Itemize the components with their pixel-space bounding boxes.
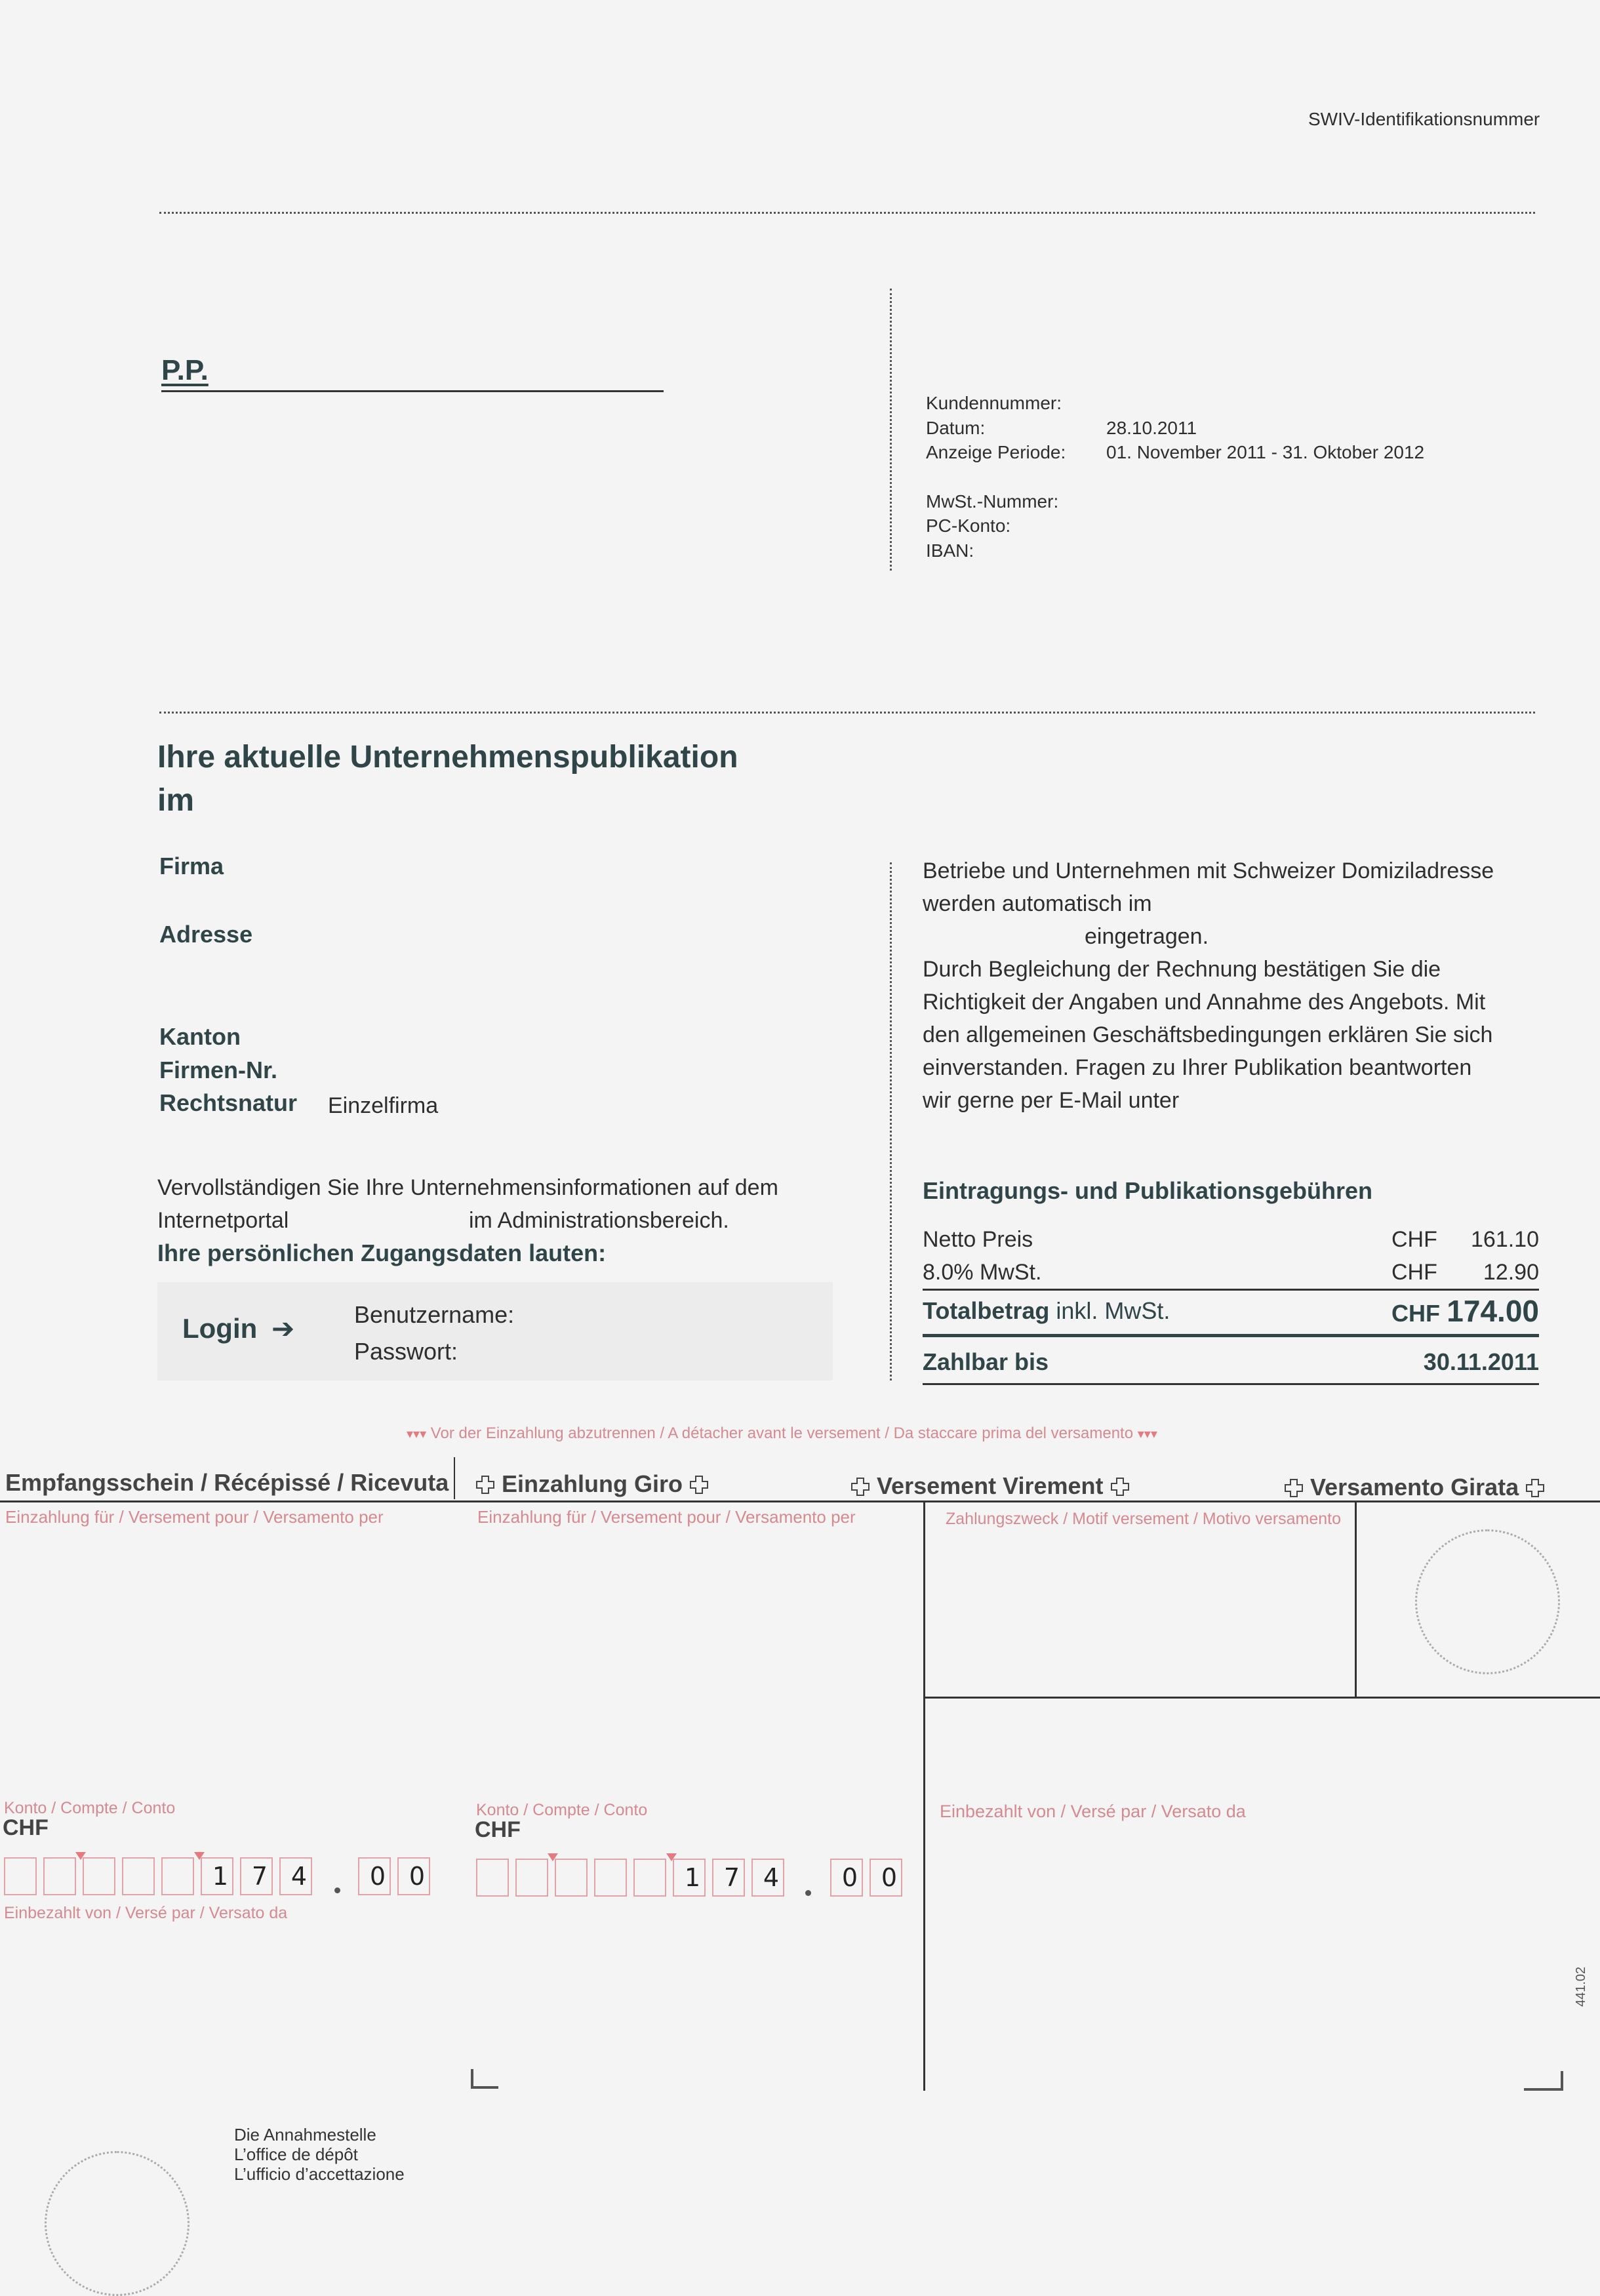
digit-box[interactable]: 4 (279, 1857, 312, 1895)
digit-box[interactable] (43, 1857, 76, 1895)
info-value: 01. November 2011 - 31. Oktober 2012 (1106, 442, 1425, 462)
office-stamp-circle (45, 2151, 190, 2296)
info-label: MwSt.-Nummer: (926, 491, 1059, 512)
info-label: IBAN: (926, 540, 974, 561)
due-date: 30.11.2011 (1423, 1348, 1539, 1375)
fee-row-vat (923, 1256, 1539, 1291)
corner-mark (471, 2069, 498, 2089)
slip-header-line (0, 1500, 1600, 1502)
portal-area-text: im Administrationsbereich. (469, 1208, 729, 1233)
fees-heading: Eintragungs- und Publikationsgebühren (923, 1177, 1373, 1204)
payment-for-label-receipt: Einzahlung für / Versement pour / Versamento per (5, 1507, 384, 1527)
triangle-marks-icon: ▾▾▾ (1137, 1427, 1157, 1441)
arrow-right-icon: ➔ (271, 1313, 295, 1344)
swiss-cross-icon (1110, 1475, 1130, 1495)
page-title (157, 736, 738, 822)
swiss-cross-icon (689, 1473, 709, 1493)
info-text-line: werden automatisch im (923, 891, 1152, 916)
acceptance-office (234, 2125, 405, 2184)
address-line (161, 390, 664, 392)
digit-box[interactable] (476, 1859, 509, 1897)
digit-box[interactable]: 7 (240, 1857, 273, 1895)
digit-box[interactable] (161, 1857, 194, 1895)
office-line: L’office de dépôt (234, 2145, 358, 2164)
divider-receipt (454, 1457, 455, 1499)
due-label: Zahlbar bis (923, 1348, 1049, 1375)
cents-box[interactable]: 0 (358, 1857, 391, 1895)
info-text-line: den allgemeinen Geschäftsbedingungen erklären Sie sich (923, 1022, 1493, 1047)
amount-field-receipt[interactable] (4, 1855, 430, 1901)
field-kanton: Kanton (159, 1023, 241, 1050)
info-row-customer-number (926, 391, 1424, 416)
portal-label: Internetportal (157, 1208, 289, 1233)
digit-box[interactable] (4, 1857, 37, 1895)
cents-box[interactable]: 0 (830, 1859, 863, 1897)
divider-vertical-middle (890, 862, 892, 1380)
fee-label: Netto Preis (923, 1227, 1033, 1252)
fee-value: 12.90 (1483, 1260, 1539, 1285)
digit-box[interactable] (122, 1857, 155, 1895)
paid-by-label-receipt: Einbezahlt von / Versé par / Versato da (4, 1904, 288, 1922)
detach-notice (407, 1424, 1157, 1443)
purpose-bottom-line (923, 1697, 1600, 1699)
pp-label: P.P. (161, 354, 209, 386)
info-value: 28.10.2011 (1106, 417, 1197, 438)
login-text: Login (182, 1313, 258, 1344)
digit-box[interactable] (515, 1859, 548, 1897)
info-block (926, 391, 1424, 563)
username-label: Benutzername: (354, 1301, 515, 1328)
info-label: Anzeige Periode: (926, 442, 1066, 462)
divider-dotted-middle (159, 712, 1535, 714)
field-rechtsnatur: Rechtsnatur (159, 1089, 298, 1116)
divider-dotted-top (159, 212, 1535, 214)
field-adresse: Adresse (159, 921, 253, 948)
fee-label: 8.0% MwSt. (923, 1260, 1042, 1285)
info-text-line: eingetragen. (1085, 924, 1209, 949)
amount-field-giro[interactable] (476, 1855, 909, 1901)
payment-for-label-giro: Einzahlung für / Versement pour / Versamento per (477, 1507, 856, 1527)
fee-row-due (923, 1341, 1539, 1385)
info-text (923, 855, 1494, 1117)
info-text-line: einverstanden. Fragen zu Ihrer Publikation beantworten (923, 1055, 1472, 1080)
digit-box[interactable] (633, 1859, 666, 1897)
fees-table (923, 1177, 1539, 1385)
swiss-cross-icon (475, 1473, 495, 1493)
title-line-2: im (157, 783, 195, 818)
title-line-1: Ihre aktuelle Unternehmenspublikation (157, 740, 738, 775)
currency-label-giro: CHF (475, 1817, 521, 1842)
fee-value: 161.10 (1471, 1227, 1539, 1252)
info-row-pc-account (926, 514, 1424, 538)
girata-title (1284, 1474, 1545, 1501)
digit-box[interactable]: 1 (673, 1859, 706, 1897)
virement-label: Versement Virement (877, 1472, 1104, 1499)
account-label-giro: Konto / Compte / Conto (476, 1801, 648, 1819)
swiv-id-label: SWIV-Identifikationsnummer (1308, 109, 1540, 129)
info-text-line: Durch Begleichung der Rechnung bestätigen Sie die (923, 957, 1441, 982)
fee-row-netto (923, 1223, 1539, 1256)
info-text-line: Richtigkeit der Angaben und Annahme des Angebots. Mit (923, 990, 1486, 1015)
info-row-date (926, 416, 1424, 441)
account-label-receipt: Konto / Compte / Conto (4, 1799, 176, 1817)
info-label: Datum: (926, 417, 986, 438)
digit-box[interactable] (83, 1857, 115, 1895)
portal-text (157, 1171, 778, 1270)
currency-label-receipt: CHF (3, 1815, 49, 1840)
paid-by-label-giro: Einbezahlt von / Versé par / Versato da (940, 1802, 1246, 1821)
info-row-iban (926, 538, 1424, 563)
total-label: Totalbetrag (923, 1297, 1050, 1324)
receipt-title: Empfangsschein / Récépissé / Ricevuta (5, 1469, 449, 1496)
login-label[interactable] (182, 1312, 294, 1344)
info-label: Kundennummer: (926, 393, 1062, 413)
digit-box[interactable] (594, 1859, 627, 1897)
total-label-suffix: inkl. MwSt. (1049, 1297, 1170, 1324)
info-text-line: wir gerne per E-Mail unter (923, 1088, 1180, 1113)
info-label: PC-Konto: (926, 515, 1011, 536)
password-label: Passwort: (354, 1338, 458, 1365)
fee-row-total (923, 1291, 1539, 1337)
swiss-cross-icon (1284, 1476, 1304, 1496)
digit-box[interactable]: 4 (751, 1859, 784, 1897)
stamp-circle (1415, 1529, 1560, 1674)
total-currency: CHF (1391, 1300, 1440, 1327)
decimal-point (805, 1890, 811, 1896)
fee-currency: CHF (1391, 1227, 1437, 1252)
cents-box[interactable]: 0 (397, 1857, 430, 1895)
divider-vertical-top (890, 289, 892, 571)
field-firmen-nr: Firmen-Nr. (159, 1057, 278, 1083)
digit-box[interactable]: 7 (712, 1859, 745, 1897)
girata-label: Versamento Girata (1310, 1474, 1519, 1500)
cents-box[interactable]: 0 (870, 1859, 902, 1897)
field-firma: Firma (159, 853, 224, 879)
virement-title (850, 1472, 1130, 1500)
form-code: 441.02 (1574, 1966, 1588, 2007)
divider-stamp (1355, 1500, 1357, 1697)
triangle-marks-icon: ▾▾▾ (407, 1427, 427, 1441)
decimal-point (334, 1887, 340, 1893)
credentials (354, 1297, 514, 1370)
access-heading: Ihre persönlichen Zugangsdaten lauten: (157, 1239, 607, 1266)
total-value: 174.00 (1447, 1294, 1539, 1328)
swiss-cross-icon (850, 1475, 870, 1495)
login-box (157, 1282, 833, 1380)
portal-text-line-1: Vervollständigen Sie Ihre Unternehmensinformationen auf dem (157, 1175, 778, 1200)
giro-title (475, 1470, 709, 1498)
purpose-label: Zahlungszweck / Motif versement / Motivo versamento (946, 1510, 1342, 1528)
giro-label: Einzahlung Giro (502, 1470, 683, 1497)
digit-box[interactable] (555, 1859, 588, 1897)
office-line: L’ufficio d’accettazione (234, 2164, 405, 2184)
corner-mark (1524, 2071, 1563, 2091)
info-row-period (926, 440, 1424, 465)
portal-text-line-2 (157, 1204, 778, 1237)
swiss-cross-icon (1525, 1476, 1545, 1496)
fee-currency: CHF (1391, 1260, 1437, 1285)
field-rechtsnatur-value: Einzelfirma (328, 1093, 439, 1118)
detach-text: Vor der Einzahlung abzutrennen / A détacher avant le versement / Da staccare prima del versamento (430, 1424, 1134, 1442)
info-row-vat-number (926, 489, 1424, 514)
info-text-line: Betriebe und Unternehmen mit Schweizer Domiziladresse (923, 858, 1494, 883)
digit-box[interactable]: 1 (201, 1857, 233, 1895)
office-line: Die Annahmestelle (234, 2125, 376, 2145)
divider-purpose (923, 1500, 925, 2091)
